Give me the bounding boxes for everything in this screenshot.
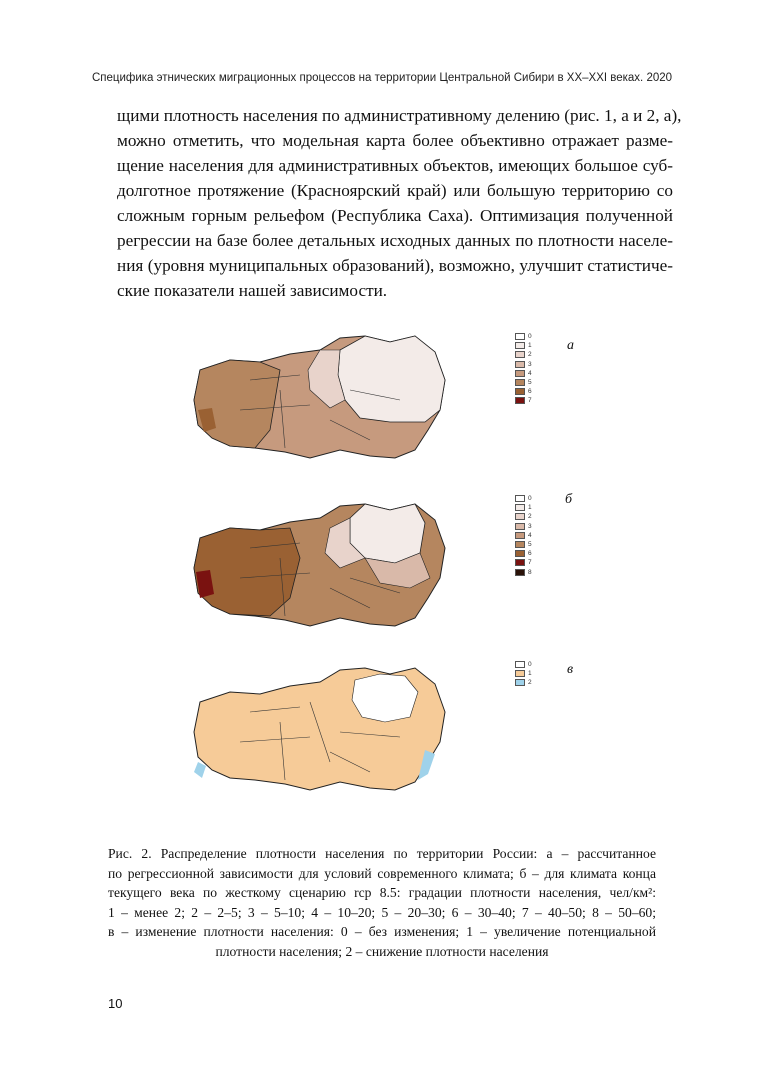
body-line: можно отметить, что модельная карта более объективно отражает разме-	[117, 131, 673, 150]
legend-item: 1	[515, 669, 532, 678]
panel-label-c: в	[567, 662, 574, 677]
legend-swatch	[515, 342, 525, 349]
body-line: регрессии на базе более детальных исходных данных по плотности населе-	[117, 231, 673, 250]
legend-swatch	[515, 550, 525, 557]
caption-line: текущего века по жесткому сценарию rcp 8.5: градации плотности населения, чел/км²:	[108, 885, 656, 900]
legend-item: 3	[515, 360, 532, 369]
map-panel-c	[190, 662, 470, 802]
legend-swatch	[515, 370, 525, 377]
caption-line: в – изменение плотности населения: 0 – без изменения; 1 – увеличение потенциальной	[108, 924, 656, 939]
legend-panel-c	[515, 660, 532, 688]
legend-swatch	[515, 661, 525, 668]
legend-item: 0	[515, 494, 532, 503]
legend-swatch	[515, 532, 525, 539]
panel-label-b: б	[565, 492, 573, 507]
legend-swatch	[515, 495, 525, 502]
body-paragraph	[117, 103, 682, 303]
legend-item: 4	[515, 369, 532, 378]
body-line: ские показатели нашей зависимости.	[117, 281, 388, 300]
legend-item: 2	[515, 512, 532, 521]
legend-swatch	[515, 559, 525, 566]
panel-label-a: а	[567, 338, 574, 353]
legend-item: 5	[515, 540, 532, 549]
figure-caption	[108, 844, 656, 961]
body-line: щение населения для административных объектов, имеющих большое суб-	[117, 156, 673, 175]
legend-swatch	[515, 523, 525, 530]
caption-line: Рис. 2. Распределение плотности населения по территории России: а – рассчитанное	[108, 846, 656, 861]
legend-swatch	[515, 504, 525, 511]
legend-item: 5	[515, 378, 532, 387]
legend-swatch	[515, 361, 525, 368]
legend-swatch	[515, 388, 525, 395]
legend-panel-a	[515, 332, 532, 406]
legend-swatch	[515, 679, 525, 686]
map-panel-a	[190, 330, 470, 470]
legend-item: 7	[515, 396, 532, 405]
legend-item: 0	[515, 332, 532, 341]
legend-item: 8	[515, 568, 532, 577]
running-header: Специфика этнических миграционных процессов на территории Центральной Сибири в XX–XXI веках. 2020	[91, 72, 673, 84]
caption-line: 1 – менее 2; 2 – 2–5; 3 – 5–10; 4 – 10–20; 5 – 20–30; 6 – 30–40; 7 – 40–50; 8 – 50–60;	[108, 904, 656, 920]
legend-swatch	[515, 397, 525, 404]
legend-item: 6	[515, 549, 532, 558]
page-number: 10	[108, 996, 123, 1011]
body-line: сложным горным рельефом (Республика Саха). Оптимизация полученной	[117, 206, 673, 225]
legend-swatch	[515, 670, 525, 677]
map-panel-b	[190, 498, 470, 638]
legend-item: 1	[515, 341, 532, 350]
legend-item: 2	[515, 350, 532, 359]
legend-item: 3	[515, 522, 532, 531]
legend-swatch	[515, 541, 525, 548]
legend-swatch	[515, 513, 525, 520]
caption-line: плотности населения; 2 – снижение плотности населения	[215, 943, 549, 959]
legend-item: 6	[515, 387, 532, 396]
legend-swatch	[515, 379, 525, 386]
caption-line: по регрессионной зависимости для условий современного климата; б – для климата конца	[108, 865, 656, 881]
legend-panel-b	[515, 494, 532, 577]
legend-swatch	[515, 569, 525, 576]
legend-swatch	[515, 333, 525, 340]
body-line: щими плотность населения по административному делению (рис. 1, а и 2, а),	[117, 106, 682, 125]
body-line: ния (уровня муниципальных образований), возможно, улучшит статистиче-	[117, 256, 673, 275]
body-line: долготное протяжение (Красноярский край) или большую территорию со	[117, 181, 673, 200]
legend-item: 0	[515, 660, 532, 669]
legend-item: 1	[515, 503, 532, 512]
legend-item: 2	[515, 678, 532, 687]
legend-item: 7	[515, 558, 532, 567]
legend-item: 4	[515, 531, 532, 540]
legend-swatch	[515, 351, 525, 358]
